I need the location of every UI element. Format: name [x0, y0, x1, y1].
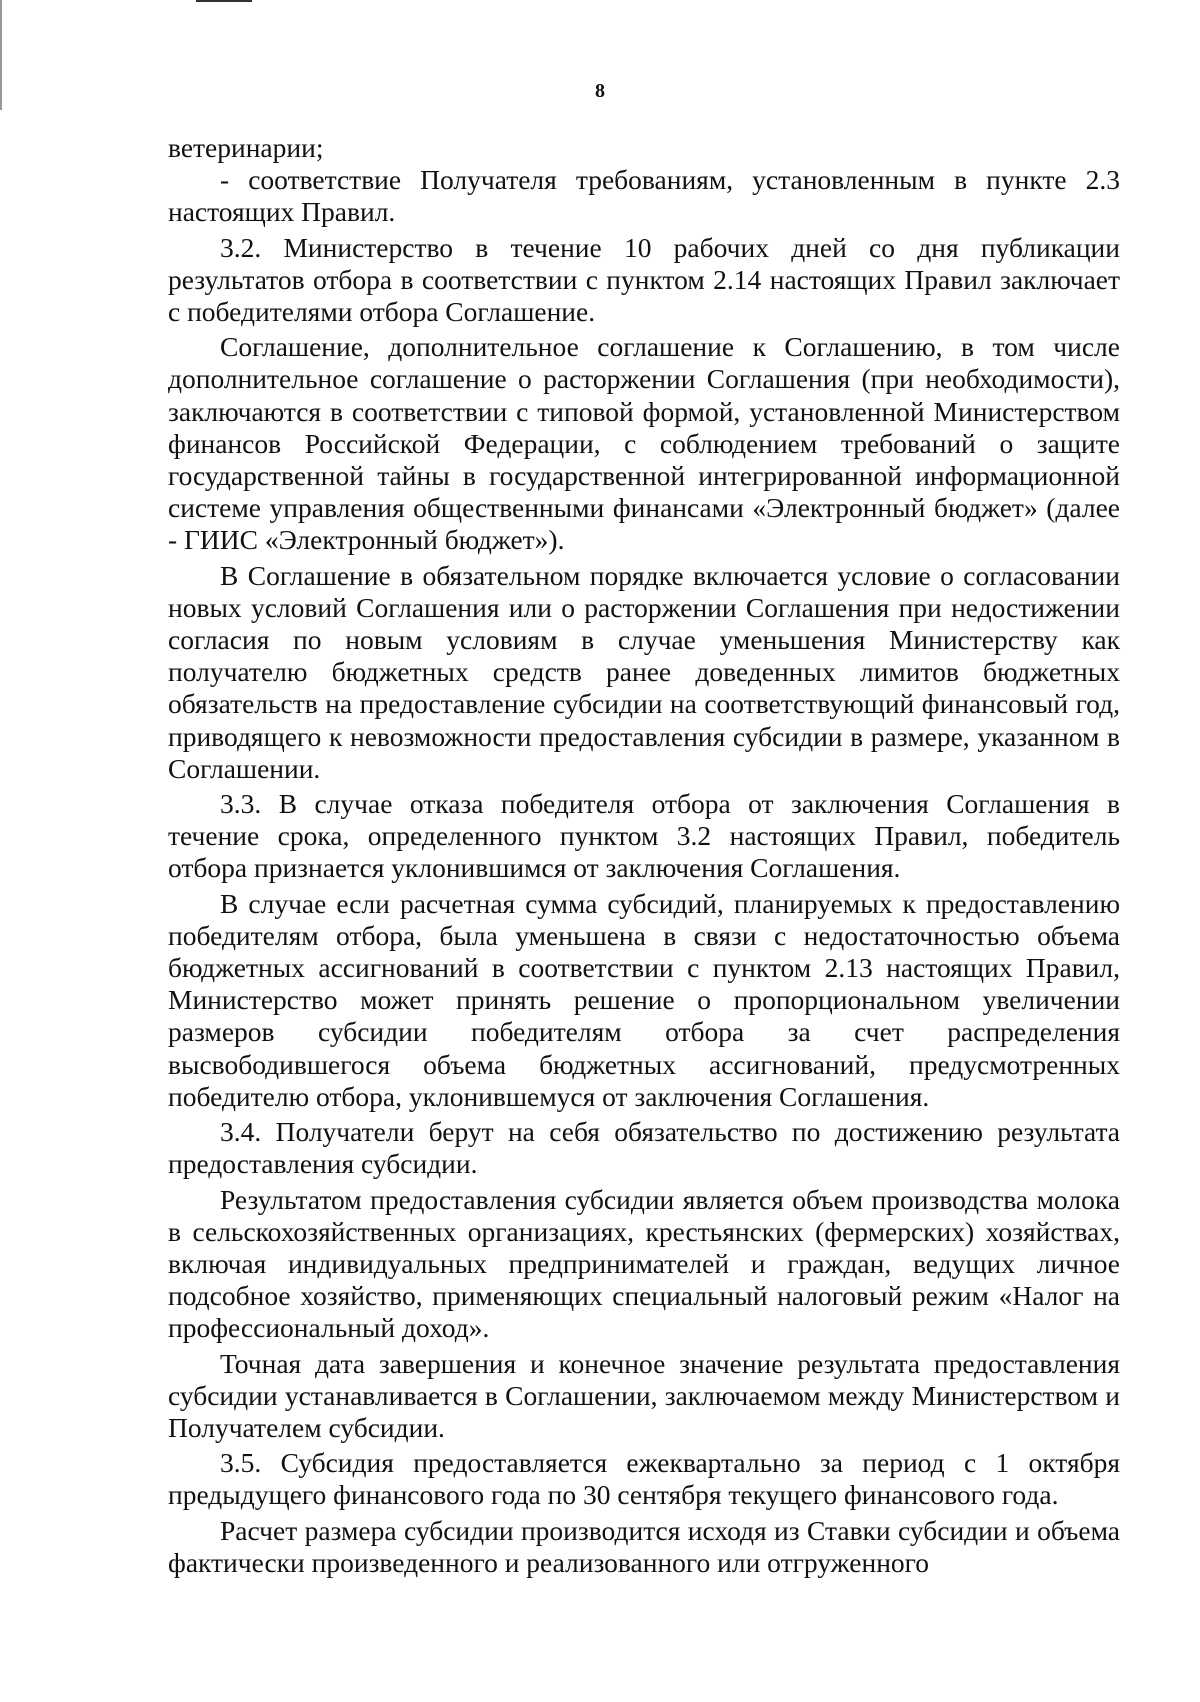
paragraph-3-2: 3.2. Министерство в течение 10 рабочих дней со дня публикации результатов отбора в соответствии с пунктом 2.14 настоящих Правил заключает с победителями отбора Соглашение. — [168, 231, 1120, 328]
paragraph-agreement-form: Соглашение, дополнительное соглашение к Соглашению, в том числе дополнительное соглашение о расторжении Соглашения (при необходимости), заключаются в соответствии с типовой формой, установленной Министерством финансов Российской Федерации, с соблюдением требований о защите государственной тайны в государственной интегрированной информационной системе управления общественными финансами «Электронный бюджет» (далее - ГИИС «Электронный бюджет»). — [168, 331, 1120, 556]
scan-artifact-top — [196, 0, 252, 2]
paragraph-continuation: ветеринарии; — [168, 132, 324, 163]
paragraph-subsidy-calculation: Расчет размера субсидии производится исходя из Ставки субсидии и объема фактически произведенного и реализованного или отгруженного — [168, 1514, 1120, 1578]
page-number: 8 — [595, 80, 605, 102]
document-body — [168, 132, 1120, 1579]
paragraph-3-4: 3.4. Получатели берут на себя обязательство по достижению результата предоставления субсидии. — [168, 1116, 1120, 1180]
paragraph-3-5: 3.5. Субсидия предоставляется ежеквартально за период с 1 октября предыдущего финансового года по 30 сентября текущего финансового года. — [168, 1447, 1120, 1511]
paragraph-requirement: - соответствие Получателя требованиям, установленным в пункте 2.3 настоящих Правил. — [168, 164, 1120, 228]
paragraph-3-3: 3.3. В случае отказа победителя отбора от заключения Соглашения в течение срока, определенного пунктом 3.2 настоящих Правил, победитель отбора признается уклонившимся от заключения Соглашения. — [168, 788, 1120, 884]
paragraph-result-date: Точная дата завершения и конечное значение результата предоставления субсидии устанавливается в Соглашении, заключаемом между Министерством и Получателем субсидии. — [168, 1347, 1120, 1443]
paragraph-subsidy-result: Результатом предоставления субсидии является объем производства молока в сельскохозяйственных организациях, крестьянских (фермерских) хозяйствах, включая индивидуальных предпринимателей и граждан, ведущих личное подсобное хозяйство, применяющих специальный налоговый режим «Налог на профессиональный доход». — [168, 1183, 1120, 1344]
paragraph-proportional-increase: В случае если расчетная сумма субсидий, планируемых к предоставлению победителям отбора, была уменьшена в связи с недостаточностью объема бюджетных ассигнований в соответствии с пунктом 2.13 настоящих Правил, Министерство может принять решение о пропорциональном увеличении размеров субсидии победителям отбора за счет распределения высвободившегося объема бюджетных ассигнований, предусмотренных победителю отбора, уклонившемуся от заключения Соглашения. — [168, 887, 1120, 1112]
paragraph-agreement-conditions: В Соглашение в обязательном порядке включается условие о согласовании новых условий Соглашения или о расторжении Соглашения при недостижении согласия по новым условиям в случае уменьшения Министерству как получателю бюджетных средств ранее доведенных лимитов бюджетных обязательств на предоставление субсидии на соответствующий финансовый год, приводящего к невозможности предоставления субсидии в размере, указанном в Соглашении. — [168, 559, 1120, 784]
